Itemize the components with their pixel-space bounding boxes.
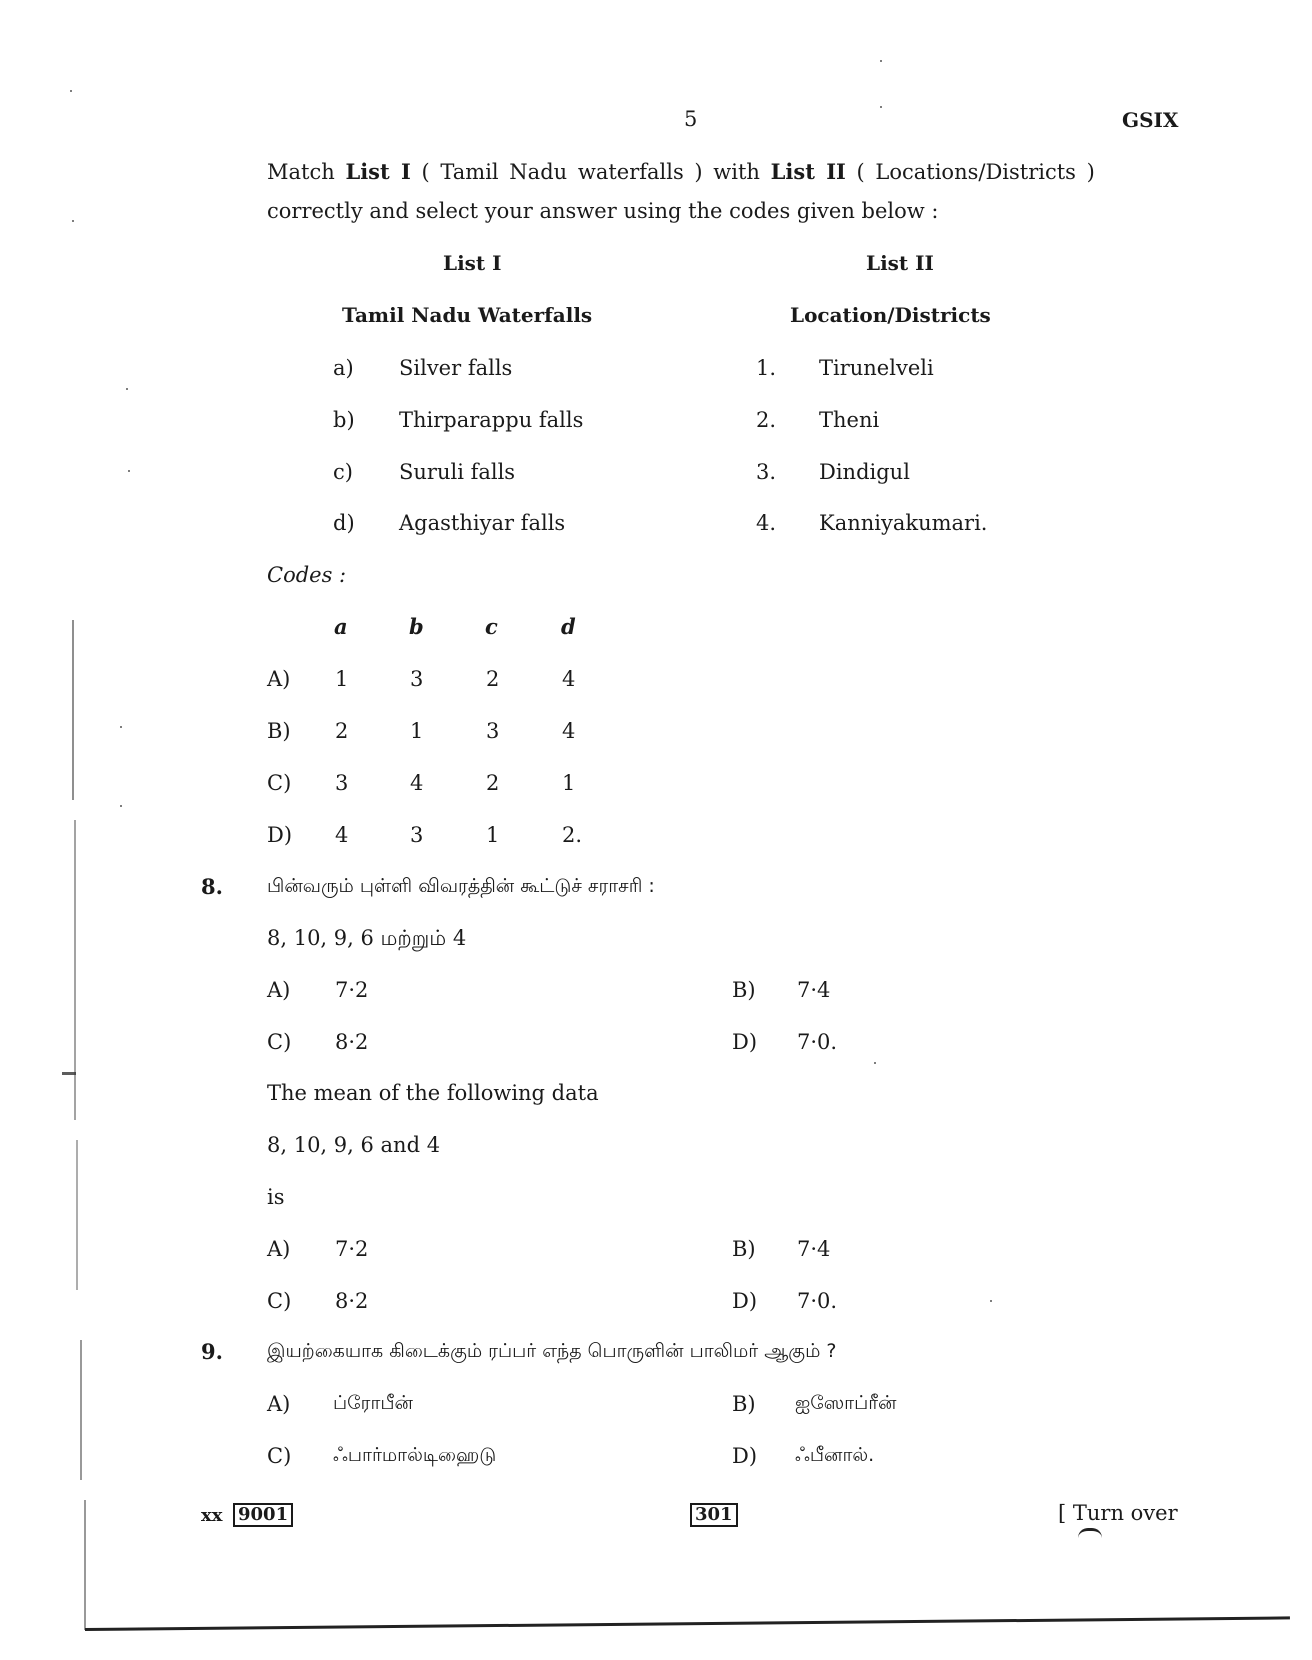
codes-value: 3 — [410, 823, 424, 847]
q9-option-label[interactable]: A) — [267, 1392, 291, 1416]
list1-title: List I — [443, 251, 502, 275]
codes-value: 4 — [562, 719, 576, 743]
q8-english-option-text: 8·2 — [335, 1289, 369, 1313]
q8-english-option-text: 7·2 — [335, 1237, 369, 1261]
list2-item-label: 2. — [756, 408, 777, 432]
binding-edge-mark — [80, 1340, 82, 1480]
codes-value: 4 — [335, 823, 349, 847]
codes-value: 1 — [562, 771, 576, 795]
codes-option[interactable]: C) — [267, 771, 292, 795]
q7-instruction-line1 — [267, 159, 1095, 185]
codes-value: 1 — [486, 823, 500, 847]
list2-item-label: 3. — [756, 460, 777, 484]
page-bottom-edge — [85, 1616, 1290, 1631]
q7-text-part: ( Tamil Nadu waterfalls ) with — [410, 160, 771, 184]
q9-option-text: ஃபீனால். — [795, 1444, 875, 1466]
binding-edge-mark — [74, 820, 76, 1120]
series-prefix: xx — [201, 1505, 223, 1526]
list2-item-label: 4. — [756, 511, 777, 535]
scan-speck — [128, 470, 130, 472]
codes-label: Codes : — [267, 563, 347, 587]
q8-tamil-option-label[interactable]: B) — [732, 978, 756, 1002]
codes-header: c — [485, 614, 498, 639]
q8-english-option-label[interactable]: A) — [267, 1237, 291, 1261]
scan-speck — [880, 60, 882, 62]
q9-number: 9. — [201, 1339, 223, 1364]
scan-speck — [880, 106, 882, 108]
list2-item-label: 1. — [756, 356, 777, 380]
q8-english-option-label[interactable]: B) — [732, 1237, 756, 1261]
codes-value: 3 — [410, 667, 424, 691]
codes-value: 2 — [335, 719, 349, 743]
q8-english-option-text: 7·0. — [797, 1289, 838, 1313]
q8-english-question: The mean of the following data — [267, 1081, 599, 1105]
scan-speck — [70, 90, 72, 92]
list1-item-label: c) — [333, 460, 353, 484]
codes-header: a — [334, 614, 348, 639]
codes-option[interactable]: A) — [267, 667, 291, 691]
q9-tamil-question: இயற்கையாக கிடைக்கும் ரப்பர் எந்த பொருளின் பாலிமர் ஆகும் ? — [267, 1340, 837, 1362]
q8-tamil-option-label[interactable]: C) — [267, 1030, 292, 1054]
codes-value: 2 — [486, 667, 500, 691]
q7-instruction-line2: correctly and select your answer using the codes given below : — [267, 199, 939, 223]
list1-item-text: Thirparappu falls — [399, 408, 584, 432]
q9-option-text: ஐஸோப்ரீன் — [795, 1392, 897, 1414]
q8-tamil-data: 8, 10, 9, 6 மற்றும் 4 — [267, 926, 467, 950]
q7-list1-ref: List I — [345, 159, 411, 184]
q8-tamil-option-label[interactable]: D) — [732, 1030, 758, 1054]
list1-item-label: a) — [333, 356, 354, 380]
series-code: 9001 — [233, 1503, 293, 1527]
list1-item-label: d) — [333, 511, 355, 535]
codes-value: 1 — [410, 719, 424, 743]
q9-option-label[interactable]: D) — [732, 1444, 758, 1468]
q9-option-label[interactable]: B) — [732, 1392, 756, 1416]
scan-speck — [874, 1062, 876, 1064]
codes-value: 2. — [562, 823, 583, 847]
q8-number: 8. — [201, 874, 223, 899]
list2-item-text: Theni — [819, 408, 880, 432]
list1-item-label: b) — [333, 408, 355, 432]
binding-edge-mark — [84, 1500, 86, 1630]
scan-speck — [120, 726, 122, 728]
codes-value: 1 — [335, 667, 349, 691]
codes-value: 2 — [486, 771, 500, 795]
binding-edge-mark — [76, 1140, 78, 1290]
q8-tamil-option-text: 7·4 — [797, 978, 831, 1002]
q8-english-option-text: 7·4 — [797, 1237, 831, 1261]
list2-title: List II — [866, 251, 934, 275]
q9-option-text: ஃபார்மால்டிஹைடு — [333, 1444, 497, 1466]
page-number: 5 — [684, 107, 698, 131]
list1-item-text: Agasthiyar falls — [399, 511, 566, 535]
codes-option[interactable]: B) — [267, 719, 291, 743]
list1-item-text: Silver falls — [399, 356, 513, 380]
q8-tamil-option-text: 7·2 — [335, 978, 369, 1002]
q9-option-label[interactable]: C) — [267, 1444, 292, 1468]
q8-english-option-label[interactable]: C) — [267, 1289, 292, 1313]
codes-value: 4 — [562, 667, 576, 691]
binding-edge-mark — [62, 1072, 76, 1075]
codes-value: 3 — [335, 771, 349, 795]
q7-text-part: Match — [267, 160, 346, 184]
binding-edge-mark — [72, 620, 74, 800]
scan-speck — [126, 388, 128, 390]
q8-english-data: 8, 10, 9, 6 and 4 — [267, 1133, 441, 1157]
q8-tamil-option-label[interactable]: A) — [267, 978, 291, 1002]
q7-list2-ref: List II — [770, 159, 846, 184]
scan-speck — [120, 805, 122, 807]
codes-header: d — [561, 614, 576, 639]
q7-text-part: ( Locations/Districts ) — [845, 160, 1095, 184]
turn-over-hand-icon — [1078, 1528, 1102, 1539]
list2-item-text: Kanniyakumari. — [819, 511, 988, 535]
list2-subtitle: Location/Districts — [790, 303, 991, 327]
q8-tamil-question: பின்வரும் புள்ளி விவரத்தின் கூட்டுச் சராசரி : — [267, 875, 655, 897]
codes-option[interactable]: D) — [267, 823, 293, 847]
list2-item-text: Dindigul — [819, 460, 910, 484]
page-code: 301 — [690, 1503, 738, 1527]
codes-value: 3 — [486, 719, 500, 743]
scan-speck — [72, 220, 74, 222]
turn-over-label: [ Turn over — [1058, 1501, 1178, 1525]
codes-value: 4 — [410, 771, 424, 795]
list1-item-text: Suruli falls — [399, 460, 516, 484]
q8-english-is: is — [267, 1185, 285, 1209]
scan-speck — [990, 1300, 992, 1302]
list2-item-text: Tirunelveli — [819, 356, 934, 380]
q8-tamil-option-text: 8·2 — [335, 1030, 369, 1054]
paper-code: GSIX — [1122, 108, 1179, 132]
q8-tamil-option-text: 7·0. — [797, 1030, 838, 1054]
list1-subtitle: Tamil Nadu Waterfalls — [342, 303, 593, 327]
q8-english-option-label[interactable]: D) — [732, 1289, 758, 1313]
codes-header: b — [409, 614, 424, 639]
q9-option-text: ப்ரோபீன் — [333, 1392, 413, 1414]
